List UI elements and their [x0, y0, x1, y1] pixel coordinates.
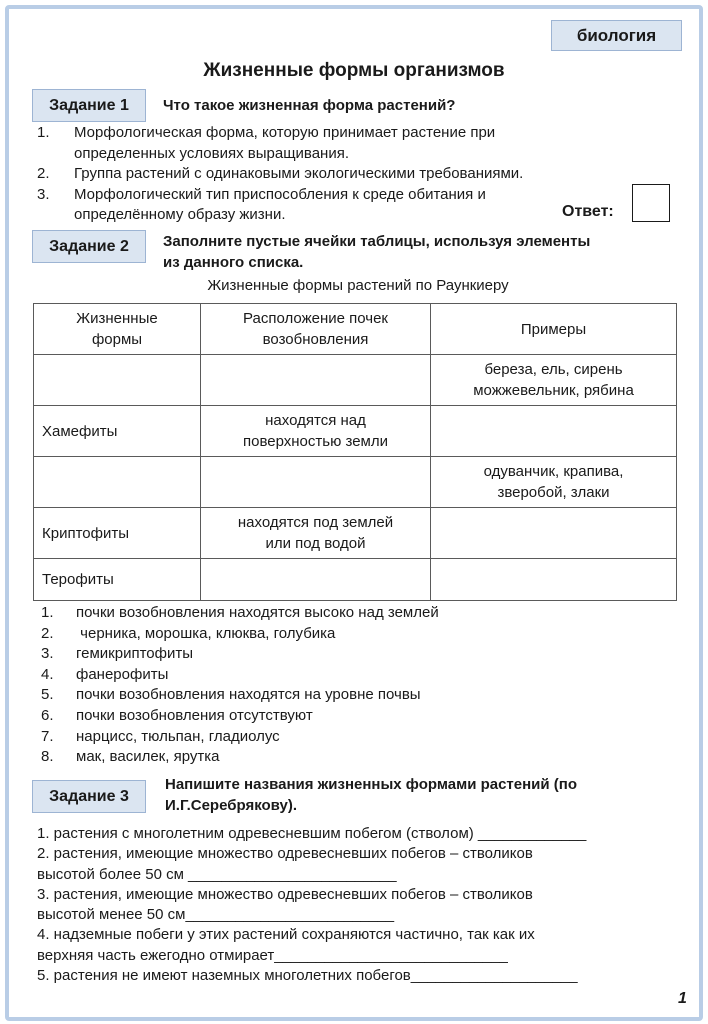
list-item-number: 6. — [41, 706, 54, 724]
fill-line[interactable]: высотой менее 50 см_________________________ — [37, 906, 395, 924]
elements-list — [41, 603, 439, 768]
fill-line: 4. надземные побеги у этих растений сохраняются частично, так как их — [37, 926, 535, 944]
cell-text: можжевельник, рябина — [473, 382, 634, 399]
table-row — [34, 508, 677, 559]
table-caption: Жизненные формы растений по Раункиеру — [207, 277, 509, 294]
cell-text: Терофиты — [42, 571, 114, 588]
cell-bud-position — [201, 406, 431, 457]
task3-question — [165, 774, 577, 816]
task1-option-line: определенных условиях выращивания. — [74, 144, 350, 162]
task3-fill-lines — [37, 824, 677, 986]
raunkiaer-table — [33, 303, 677, 601]
task2-label: Задание 2 — [32, 230, 146, 263]
cell-empty[interactable] — [201, 559, 431, 601]
cell-text: Хамефиты — [42, 422, 118, 440]
table-row — [34, 406, 677, 457]
fill-line: 3. растения, имеющие множество одревесневших побегов – стволиков — [37, 885, 533, 903]
table-header-row — [34, 304, 677, 355]
cell-text: Криптофиты — [42, 524, 129, 542]
cell-empty[interactable] — [201, 457, 431, 508]
task1-option-number: 2. — [37, 165, 50, 182]
task1-option-number: 3. — [37, 185, 50, 203]
list-item — [41, 665, 439, 686]
fill-line[interactable]: верхняя часть ежегодно отмирает____________________________ — [37, 946, 508, 964]
list-item-text: гемикриптофиты — [76, 645, 193, 663]
task1-options — [37, 123, 597, 226]
fill-line[interactable]: 1. растения с многолетним одревесневшим побегом (стволом) _____________ — [37, 825, 587, 842]
cell-empty[interactable] — [34, 457, 201, 508]
header-bud-position — [201, 304, 431, 355]
list-item — [41, 727, 439, 748]
cell-life-form — [34, 406, 201, 457]
page-number: 1 — [678, 990, 687, 1007]
task1-label: Задание 1 — [32, 89, 146, 122]
page-title: Жизненные формы организмов — [203, 60, 505, 81]
cell-text: поверхностью земли — [242, 433, 388, 450]
task1-option-line: Морфологическая форма, которую принимает растение при — [74, 124, 496, 141]
list-item-number: 8. — [41, 748, 54, 766]
header-text: Расположение почек — [243, 310, 388, 327]
fill-line[interactable]: 5. растения не имеют наземных многолетних побегов____________________ — [37, 967, 578, 985]
task1-option-number: 1. — [37, 124, 50, 141]
cell-text: береза, ель, сирень — [484, 361, 623, 378]
task2-question-line: Заполните пустые ячейки таблицы, используя элементы — [163, 233, 591, 250]
task1-option-line: Морфологический тип приспособления к среде обитания и — [74, 185, 486, 203]
answer-label: Ответ: — [562, 203, 614, 220]
list-item-text: мак, василек, ярутка — [76, 748, 220, 766]
task3-question-line: И.Г.Серебрякову). — [165, 797, 298, 814]
cell-examples — [431, 457, 677, 508]
header-text: Примеры — [520, 320, 587, 338]
list-item-text: нарцисс, тюльпан, гладиолус — [76, 727, 280, 745]
table-row — [34, 355, 677, 406]
task2-question-line: из данного списка. — [163, 254, 304, 271]
list-item-number: 1. — [41, 604, 54, 621]
cell-text: находятся над — [265, 412, 366, 429]
list-item — [41, 624, 439, 645]
header-text: возобновления — [262, 331, 369, 348]
fill-line[interactable]: высотой более 50 см _________________________ — [37, 865, 397, 883]
task1-option-2 — [37, 164, 597, 185]
cell-life-form — [34, 559, 201, 601]
task1-option-1 — [37, 123, 597, 164]
list-item-text: почки возобновления находятся на уровне почвы — [76, 686, 421, 704]
table-row — [34, 559, 677, 601]
list-item-number: 2. — [41, 624, 54, 642]
list-item-text: фанерофиты — [76, 665, 169, 683]
cell-empty[interactable] — [431, 559, 677, 601]
cell-text: находятся под землей — [237, 514, 394, 531]
list-item — [41, 644, 439, 665]
list-item-number: 7. — [41, 727, 54, 745]
subject-badge: биология — [551, 20, 682, 51]
task1-option-3 — [37, 185, 597, 226]
table-row — [34, 457, 677, 508]
header-text: Жизненные — [76, 310, 158, 327]
list-item-number: 3. — [41, 645, 54, 663]
list-item — [41, 685, 439, 706]
list-item-text: черника, морошка, клюква, голубика — [76, 624, 336, 642]
list-item — [41, 747, 439, 768]
cell-life-form — [34, 508, 201, 559]
cell-bud-position — [201, 508, 431, 559]
task1-question: Что такое жизненная форма растений? — [163, 97, 456, 114]
list-item-number: 5. — [41, 686, 54, 704]
fill-line: 2. растения, имеющие множество одревесневших побегов – стволиков — [37, 845, 533, 863]
cell-text: одуванчик, крапива, — [483, 463, 624, 480]
header-examples — [431, 304, 677, 355]
cell-text: или под водой — [265, 535, 366, 552]
task3-question-line: Напишите названия жизненных формами растений (по — [165, 776, 578, 793]
cell-empty[interactable] — [431, 406, 677, 457]
header-text: формы — [91, 331, 143, 348]
cell-empty[interactable] — [34, 355, 201, 406]
task1-option-line: Группа растений с одинаковыми экологическими требованиями. — [74, 165, 524, 182]
task1-option-line: определённому образу жизни. — [74, 206, 286, 223]
header-life-forms — [34, 304, 201, 355]
list-item-text: почки возобновления отсутствуют — [76, 706, 313, 724]
task2-question — [163, 231, 590, 273]
list-item-text: почки возобновления находятся высоко над землей — [76, 604, 439, 621]
cell-empty[interactable] — [431, 508, 677, 559]
list-item-number: 4. — [41, 665, 54, 683]
cell-examples — [431, 355, 677, 406]
answer-box[interactable] — [632, 184, 670, 222]
list-item — [41, 603, 439, 624]
task3-label: Задание 3 — [32, 780, 146, 813]
cell-text: зверобой, злаки — [497, 484, 610, 501]
list-item — [41, 706, 439, 727]
cell-empty[interactable] — [201, 355, 431, 406]
